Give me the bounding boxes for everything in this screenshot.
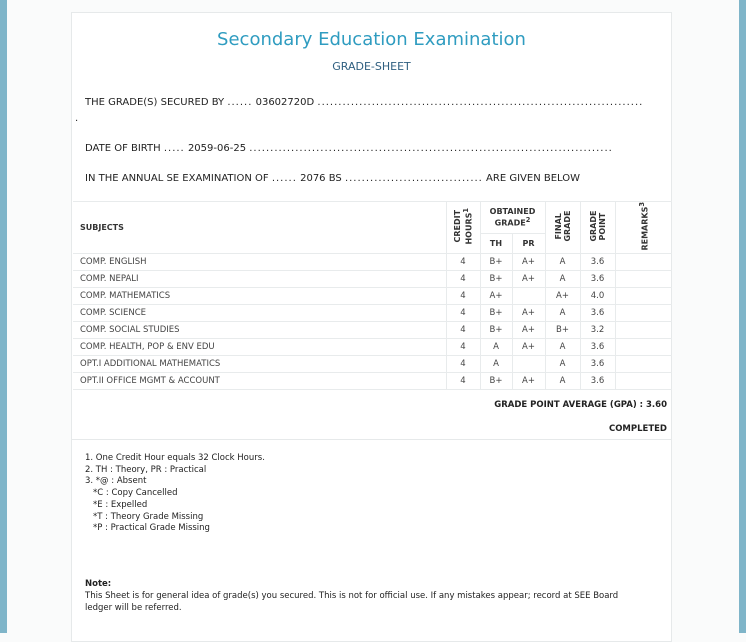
page-subtitle: GRADE-SHEET (332, 60, 411, 73)
cell-remarks (615, 287, 672, 304)
symbol-number: 03602720D (255, 97, 315, 108)
cell-point: 3.6 (580, 338, 615, 355)
grade-sheet: Secondary Education Examination GRADE-SHEET THE GRADE(S) SECURED BY ...... 03602720D .............................................................................. . DATE OF BIRTH ..... 2059-06-25 ....................................................................................... IN THE ANNUAL SE EXAMINATION OF ...... 2076 BS ................................. ARE GIVEN BELOW SUBJECTS CREDIT HOURS$^1$ OBTAINED GRADE$^2$ FINAL GRADE GRADE POINT REMARKS$^3$ TH PR COMP. ENGLISH 4 B+ A+ A 3.6 COMP. NEPALI 4 B+ A+ A 3.6 COMP. MATHEMATICS 4 A+ A+ 4.0 COMP. SCIENCE 4 B+ A+ A 3.6 COMP. SOCIAL STUDIES 4 B+ A+ B+ 3.2 COMP. HEALTH, POP & ENV EDU 4 A A+ A 3.6 OPT.I ADDITIONAL MATHEMATICS 4 A A 3.6 OPT.II OFFICE MGMT & ACCOUNT 4 B+ A+ A 3.6 GRADE POINT AVERAGE (GPA) : 3.60 COMPLETED 1. One Credit Hour equals 32 Clock Hours. 2. TH : Theory, PR : Practical 3. *@ : Absent *C : Copy Cancelled *E : Expelled *T : Theory Grade Missing *P : Practical Grade Missing Note: This Sheet is for general idea of grade(s) you secured. This is not for official use. If any mistakes appear; record at SEE Board ledger will be referred. (71, 12, 672, 642)
page-title: Secondary Education Examination (217, 29, 526, 50)
table-row (73, 287, 672, 304)
cell-final: A (545, 253, 580, 270)
note (85, 578, 645, 614)
header-obtained: OBTAINED GRADE$^2$ (480, 202, 545, 234)
cell-remarks (615, 321, 672, 338)
dob-value: 2059-06-25 (187, 143, 247, 154)
header-remarks: REMARKS$^3$ (615, 202, 672, 254)
given-below: ARE GIVEN BELOW (486, 173, 581, 184)
footnote: *C : Copy Cancelled (93, 488, 178, 499)
left-border (0, 0, 7, 633)
table-row (73, 355, 672, 372)
table-row (73, 253, 672, 270)
footnote: *P : Practical Grade Missing (93, 523, 210, 534)
header-subjects: SUBJECTS (73, 202, 446, 254)
note-label: Note: (85, 579, 112, 589)
cell-pr: A+ (512, 304, 545, 321)
cell-point: 3.6 (580, 304, 615, 321)
cell-subject: COMP. NEPALI (73, 270, 446, 287)
cell-point: 3.6 (580, 355, 615, 372)
header-credit: CREDIT HOURS$^1$ (446, 202, 480, 254)
footnote: *T : Theory Grade Missing (93, 511, 204, 522)
cell-credit: 4 (446, 321, 480, 338)
table-row (73, 304, 672, 321)
cell-th: B+ (480, 372, 512, 389)
cell-pr (512, 355, 545, 372)
cell-remarks (615, 355, 672, 372)
header-pr: PR (512, 234, 545, 253)
cell-subject: COMP. ENGLISH (73, 253, 446, 270)
table-row (73, 321, 672, 338)
right-border (739, 0, 746, 633)
exam-line: IN THE ANNUAL SE EXAMINATION OF ...... 2076 BS ................................. ARE GIVEN BELOW (85, 173, 581, 184)
cell-remarks (615, 338, 672, 355)
cell-credit: 4 (446, 372, 480, 389)
divider (72, 439, 671, 440)
cell-remarks (615, 372, 672, 389)
cell-subject: COMP. SCIENCE (73, 304, 446, 321)
note-text: This Sheet is for general idea of grade(s) you secured. This is not for official use. If any mistakes appear; record at SEE Board ledger will be referred. (85, 591, 619, 613)
cell-final: A+ (545, 287, 580, 304)
table-row (73, 372, 672, 389)
cell-final: A (545, 338, 580, 355)
footnote: *E : Expelled (93, 499, 148, 510)
cell-remarks (615, 304, 672, 321)
cell-point: 3.2 (580, 321, 615, 338)
cell-credit: 4 (446, 338, 480, 355)
cell-subject: OPT.I ADDITIONAL MATHEMATICS (73, 355, 446, 372)
cell-subject: COMP. SOCIAL STUDIES (73, 321, 446, 338)
cell-credit: 4 (446, 287, 480, 304)
dob-label: DATE OF BIRTH (85, 143, 161, 154)
cell-credit: 4 (446, 270, 480, 287)
footnote: 1. One Credit Hour equals 32 Clock Hours. (85, 453, 265, 463)
table-row (73, 270, 672, 287)
cell-subject: COMP. HEALTH, POP & ENV EDU (73, 338, 446, 355)
header-final: FINAL GRADE (545, 202, 580, 254)
cell-final: B+ (545, 321, 580, 338)
cell-pr: A+ (512, 372, 545, 389)
cell-credit: 4 (446, 355, 480, 372)
dob-line: DATE OF BIRTH ..... 2059-06-25 ....................................................................................... (85, 143, 613, 154)
cell-final: A (545, 372, 580, 389)
header-th: TH (480, 234, 512, 253)
cell-th: B+ (480, 304, 512, 321)
footnote: 2. TH : Theory, PR : Practical (85, 464, 207, 475)
result-status: COMPLETED (608, 424, 667, 434)
cell-subject: OPT.II OFFICE MGMT & ACCOUNT (73, 372, 446, 389)
cell-pr: A+ (512, 338, 545, 355)
cell-pr: A+ (512, 253, 545, 270)
cell-th: B+ (480, 321, 512, 338)
cell-th: B+ (480, 270, 512, 287)
exam-label: IN THE ANNUAL SE EXAMINATION OF (85, 173, 269, 184)
cell-remarks (615, 253, 672, 270)
cell-pr: A+ (512, 270, 545, 287)
cell-credit: 4 (446, 304, 480, 321)
cell-th: A+ (480, 287, 512, 304)
cell-th: B+ (480, 253, 512, 270)
secured-label: THE GRADE(S) SECURED BY (85, 97, 225, 108)
cell-pr (512, 287, 545, 304)
cell-final: A (545, 304, 580, 321)
table-row (73, 338, 672, 355)
cell-final: A (545, 355, 580, 372)
cell-remarks (615, 270, 672, 287)
footnote: 3. *@ : Absent (85, 476, 147, 487)
cell-final: A (545, 270, 580, 287)
cell-pr: A+ (512, 321, 545, 338)
footnotes (85, 453, 265, 535)
cell-th: A (480, 355, 512, 372)
gpa-summary: GRADE POINT AVERAGE (GPA) : 3.60 (494, 400, 667, 410)
header-point: GRADE POINT (580, 202, 615, 254)
cell-point: 3.6 (580, 253, 615, 270)
exam-year: 2076 BS (300, 173, 342, 184)
cell-point: 3.6 (580, 372, 615, 389)
cell-point: 3.6 (580, 270, 615, 287)
secured-by-line: THE GRADE(S) SECURED BY ...... 03602720D .............................................................................. (85, 97, 644, 108)
cell-th: A (480, 338, 512, 355)
cell-subject: COMP. MATHEMATICS (73, 287, 446, 304)
cell-credit: 4 (446, 253, 480, 270)
grades-table (73, 201, 672, 390)
cell-point: 4.0 (580, 287, 615, 304)
